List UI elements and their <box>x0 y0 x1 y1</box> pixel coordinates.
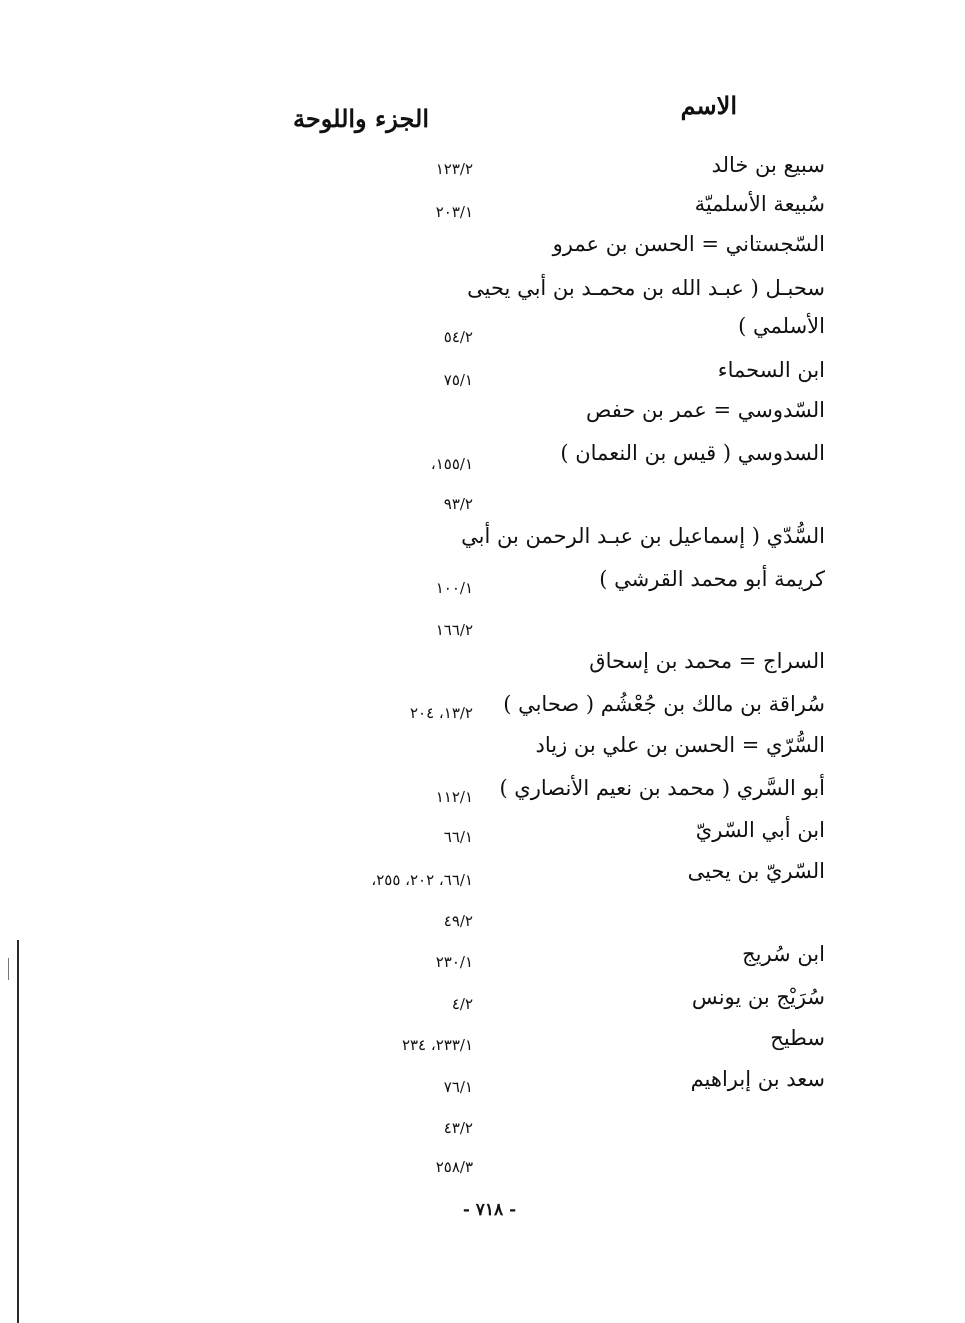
volume-folio-column-header: الجزء واللوحة <box>293 104 429 133</box>
scan-edge-mark <box>8 958 9 980</box>
entry-ref: ٢٥٨/٣ <box>435 1158 473 1176</box>
entry-ref: ٦٦/١، ٢٠٢، ٢٥٥، <box>371 871 473 889</box>
entry-name: سطيح <box>770 1026 825 1050</box>
entry-ref: ١١٢/١ <box>435 788 473 806</box>
entry-ref: ٤/٢ <box>451 995 473 1013</box>
entry-name: السّجستاني = الحسن بن عمرو <box>552 232 825 256</box>
entry-name: سعد بن إبراهيم <box>690 1067 825 1091</box>
entry-name: أبو السَّري ( محمد بن نعيم الأنصاري ) <box>499 776 825 800</box>
entry-ref: ١٢٣/٢ <box>435 160 473 178</box>
entry-name: سُرَيْج بن يونس <box>691 985 825 1009</box>
entry-name: ابن السحماء <box>717 358 825 382</box>
entry-ref: ١٦٦/٢ <box>435 621 473 639</box>
entry-ref: ٢٣٣/١، ٢٣٤ <box>401 1036 473 1054</box>
scan-edge-line <box>17 940 19 1323</box>
entry-name: سُبيعة الأسلميّة <box>694 192 825 216</box>
entry-ref: ١٠٠/١ <box>435 579 473 597</box>
entry-ref: ٤٣/٢ <box>443 1119 473 1137</box>
entry-ref: ٧٥/١ <box>443 371 473 389</box>
entry-name: السدوسي ( قيس بن النعمان ) <box>560 441 825 465</box>
page-number: - ٧١٨ - <box>462 1200 517 1220</box>
entry-name: السُّرّي = الحسن بن علي بن زياد <box>535 733 825 757</box>
entry-name: ابن سُريج <box>742 942 825 966</box>
entry-name: كريمة أبو محمد القرشي ) <box>599 567 825 591</box>
entry-ref: ١٣/٢، ٢٠٤ <box>409 704 473 722</box>
entry-ref: ٢٠٣/١ <box>435 203 473 221</box>
entry-name: السّريّ بن يحيى <box>687 859 825 883</box>
entry-ref: ٦٦/١ <box>443 828 473 846</box>
entry-name: السراج = محمد بن إسحاق <box>589 649 825 673</box>
name-column-header: الاسم <box>680 91 737 120</box>
entry-name: ابن أبي السّريّ <box>695 818 825 842</box>
entry-ref: ٢٣٠/١ <box>435 953 473 971</box>
entry-name: السّدوسي = عمر بن حفص <box>586 398 825 422</box>
entry-ref: ٩٣/٢ <box>443 495 473 513</box>
entry-ref: ٧٦/١ <box>443 1078 473 1096</box>
entry-ref: ٤٩/٢ <box>443 912 473 930</box>
entry-ref: ٥٤/٢ <box>443 328 473 346</box>
entry-name: سُراقة بن مالك بن جُعْشُم ( صحابي ) <box>503 692 825 716</box>
entry-name: السُّدّي ( إسماعيل بن عبـد الرحمن بن أبي <box>461 524 825 548</box>
entry-ref: ١٥٥/١، <box>430 455 473 473</box>
entry-name: الأسلمي ) <box>738 314 825 338</box>
entry-name: سحبـل ( عبـد الله بن محمـد بن أبي يحيى <box>467 276 825 300</box>
entry-name: سبيع بن خالد <box>711 153 825 177</box>
